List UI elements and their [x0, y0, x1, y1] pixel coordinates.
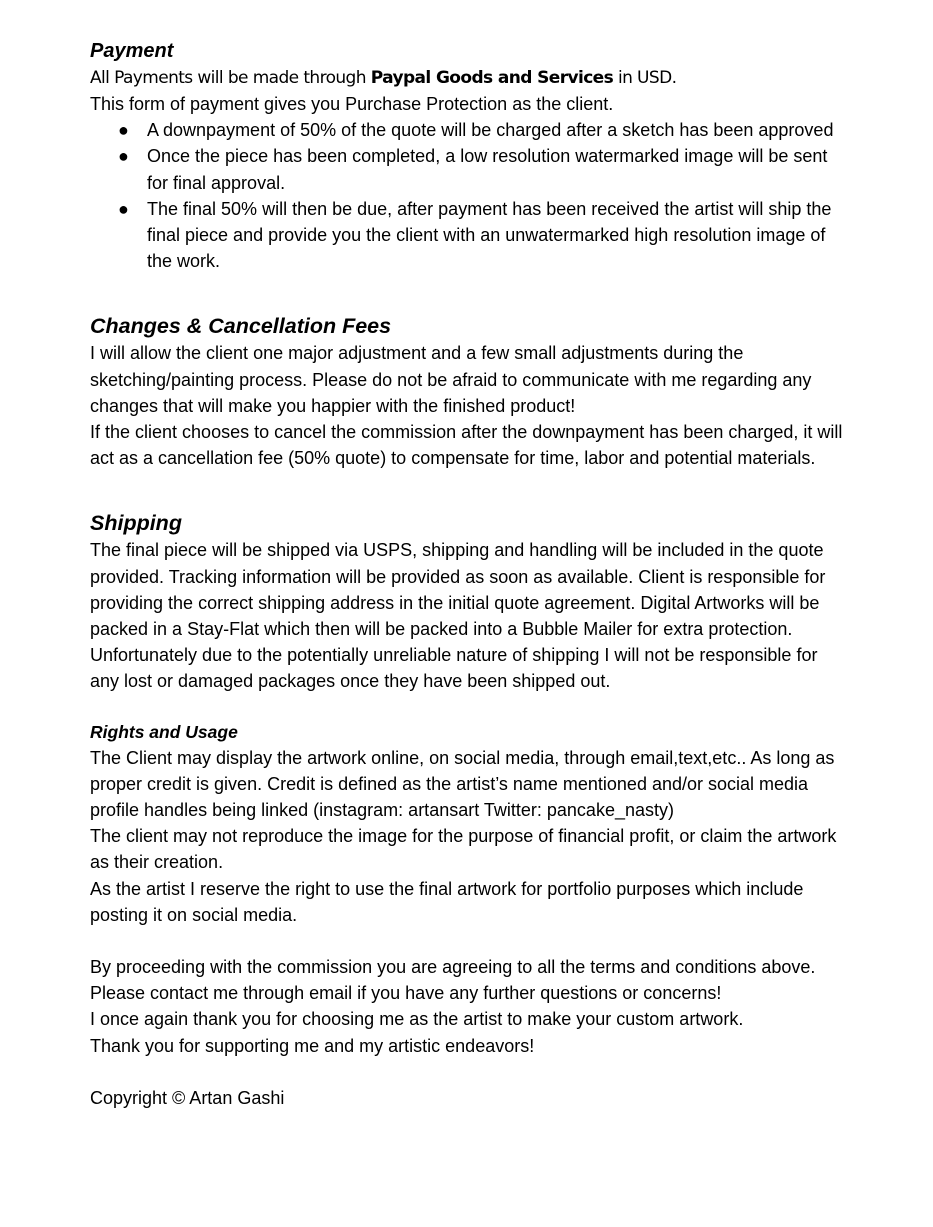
- shipping-heading: Shipping: [90, 511, 182, 536]
- document-page: [90, 37, 850, 1111]
- payment-method-line: [90, 65, 850, 91]
- changes-heading: Changes & Cancellation Fees: [90, 314, 392, 339]
- bullet-icon: ●: [118, 120, 129, 141]
- payment-bullet-item: [90, 143, 850, 195]
- payment-method-post: in USD.: [613, 68, 677, 88]
- rights-portfolio-paragraph: As the artist I reserve the right to use the final artwork for portfolio purposes which include posting it on social media.: [90, 878, 804, 925]
- payment-bullet-text: A downpayment of 50% of the quote will be charged after a sketch has been approved: [147, 120, 834, 141]
- closing-support-paragraph: Thank you for supporting me and my artistic endeavors!: [90, 1035, 535, 1056]
- payment-protection-text: This form of payment gives you Purchase Protection as the client.: [90, 94, 614, 114]
- rights-heading: Rights and Usage: [90, 721, 238, 742]
- payment-method-bold: Paypal Goods and Services: [370, 68, 614, 88]
- payment-heading: Payment: [90, 40, 174, 62]
- cancellation-paragraph: If the client chooses to cancel the commission after the downpayment has been charged, it will act as a cancellation fee (50% quote) to compensate for time, labor and potential materials.: [90, 422, 843, 469]
- closing-thanks-paragraph: I once again thank you for choosing me as the artist to make your custom artwork.: [90, 1009, 744, 1030]
- rights-display-paragraph: The Client may display the artwork online, on social media, through email,text,etc.. As long as proper credit is given. Credit is defined as the artist’s name mentioned and/or social media profile handles being linked (instagram: artansart Twitter: pancake_nasty): [90, 747, 835, 821]
- shipping-paragraph: The final piece will be shipped via USPS, shipping and handling will be included in the quote provided. Tracking information will be provided as soon as available. Client is responsible for providing the correct shipping address in the initial quote agreement. Digital Artworks will be packed in a Stay-Flat which then will be packed into a Bubble Mailer for extra protection. Unfortunately due to the potentially unreliable nature of shipping I will not be responsible for any lost or damaged packages once they have been shipped out.: [90, 540, 826, 692]
- payment-bullet-text: Once the piece has been completed, a low resolution watermarked image will be sent for final approval.: [147, 146, 828, 193]
- closing-agreement-paragraph: By proceeding with the commission you are agreeing to all the terms and conditions above. Please contact me through email if you have any further questions or concerns!: [90, 957, 816, 1004]
- bullet-icon: ●: [118, 146, 129, 167]
- rights-reproduction-paragraph: The client may not reproduce the image for the purpose of financial profit, or claim the artwork as their creation.: [90, 826, 837, 873]
- payment-bullet-item: [90, 196, 850, 275]
- payment-bullet-item: [90, 117, 850, 143]
- copyright-text: Copyright © Artan Gashi: [90, 1087, 285, 1108]
- rights-section: [90, 719, 850, 928]
- changes-section: [90, 312, 850, 471]
- payment-section: [90, 37, 850, 274]
- payment-bullet-list: [90, 117, 850, 274]
- payment-bullet-text: The final 50% will then be due, after payment has been received the artist will ship the final piece and provide you the client with an unwatermarked high resolution image of the work.: [147, 198, 832, 272]
- shipping-section: [90, 509, 850, 694]
- footer: [90, 1085, 850, 1111]
- changes-paragraph: I will allow the client one major adjustment and a few small adjustments during the sketching/painting process. Please do not be afraid to communicate with me regarding any changes that will make you happier with the finished product!: [90, 343, 812, 416]
- payment-method-pre: All Payments will be made through: [90, 68, 371, 88]
- bullet-icon: ●: [118, 198, 129, 219]
- closing-section: [90, 954, 850, 1059]
